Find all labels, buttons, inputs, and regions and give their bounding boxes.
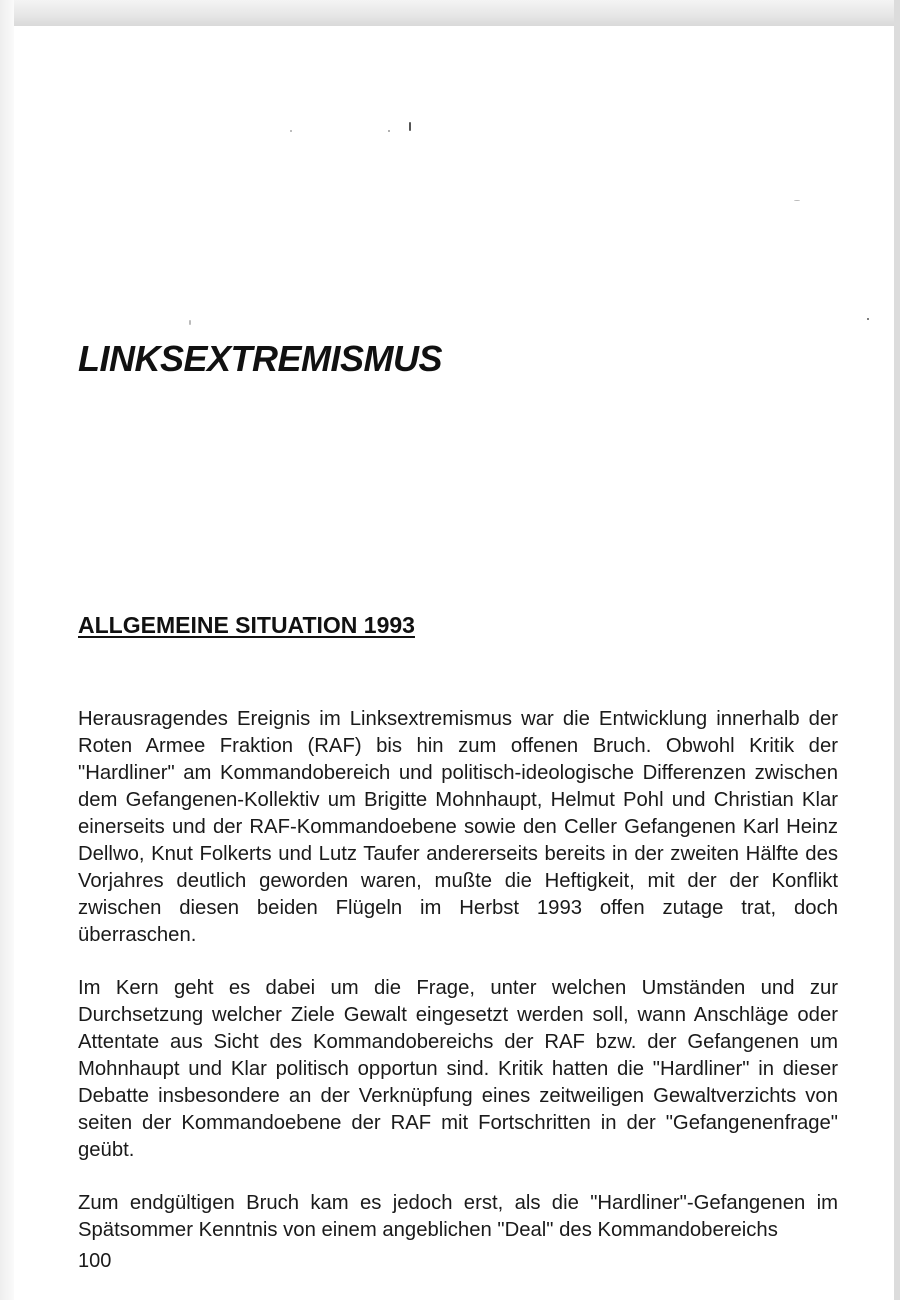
chapter-title: LINKSEXTREMISMUS bbox=[78, 338, 443, 379]
scan-speck bbox=[388, 130, 390, 132]
scan-speck bbox=[290, 130, 292, 132]
scan-top-edge bbox=[0, 0, 900, 26]
scan-speck bbox=[794, 200, 800, 201]
page-number: 100 bbox=[78, 1250, 112, 1272]
scan-right-edge bbox=[894, 0, 900, 1300]
scan-speck bbox=[409, 122, 411, 131]
scan-left-edge bbox=[0, 0, 14, 1300]
paragraph-3: Zum endgültigen Bruch kam es jedoch erst, als die "Hardliner"-Gefangenen im Spätsommer Kenntnis von einem angeblichen "Deal" des Kommandobereichs bbox=[78, 1192, 838, 1241]
section-heading: ALLGEMEINE SITUATION 1993 bbox=[78, 612, 415, 638]
scan-speck bbox=[867, 318, 869, 320]
paragraph-2: Im Kern geht es dabei um die Frage, unter welchen Umständen und zur Durchsetzung welcher Ziele Gewalt eingesetzt werden soll, wann Anschläge oder Attentate aus Sicht des Kommandobereichs der RAF bzw. der Gefangenen um Mohnhaupt und Klar politisch opportun sind. Kritik hatten die "Hardliner" in dieser Debatte insbesondere an der Verknüpfung eines zeitweiligen Gewaltverzichts von seiten der Kommandoebene der RAF mit Fortschritten in der "Gefangenenfrage" geübt. bbox=[78, 977, 838, 1161]
body-text bbox=[78, 706, 838, 1270]
paragraph-1: Herausragendes Ereignis im Linksextremismus war die Entwicklung innerhalb der Roten Armee Fraktion (RAF) bis hin zum offenen Bruch. Obwohl Kritik der "Hardliner" am Kommandobereich und politisch-ideologische Differenzen zwischen dem Gefangenen-Kollektiv um Brigitte Mohnhaupt, Helmut Pohl und Christian Klar einerseits und der RAF-Kommandoebene sowie den Celler Gefangenen Karl Heinz Dellwo, Knut Folkerts und Lutz Taufer andererseits bereits in der zweiten Hälfte des Vorjahres deutlich geworden waren, mußte die Heftigkeit, mit der der Konflikt zwischen diesen beiden Flügeln im Herbst 1993 offen zutage trat, doch überraschen. bbox=[78, 708, 838, 946]
scan-speck bbox=[189, 320, 191, 325]
